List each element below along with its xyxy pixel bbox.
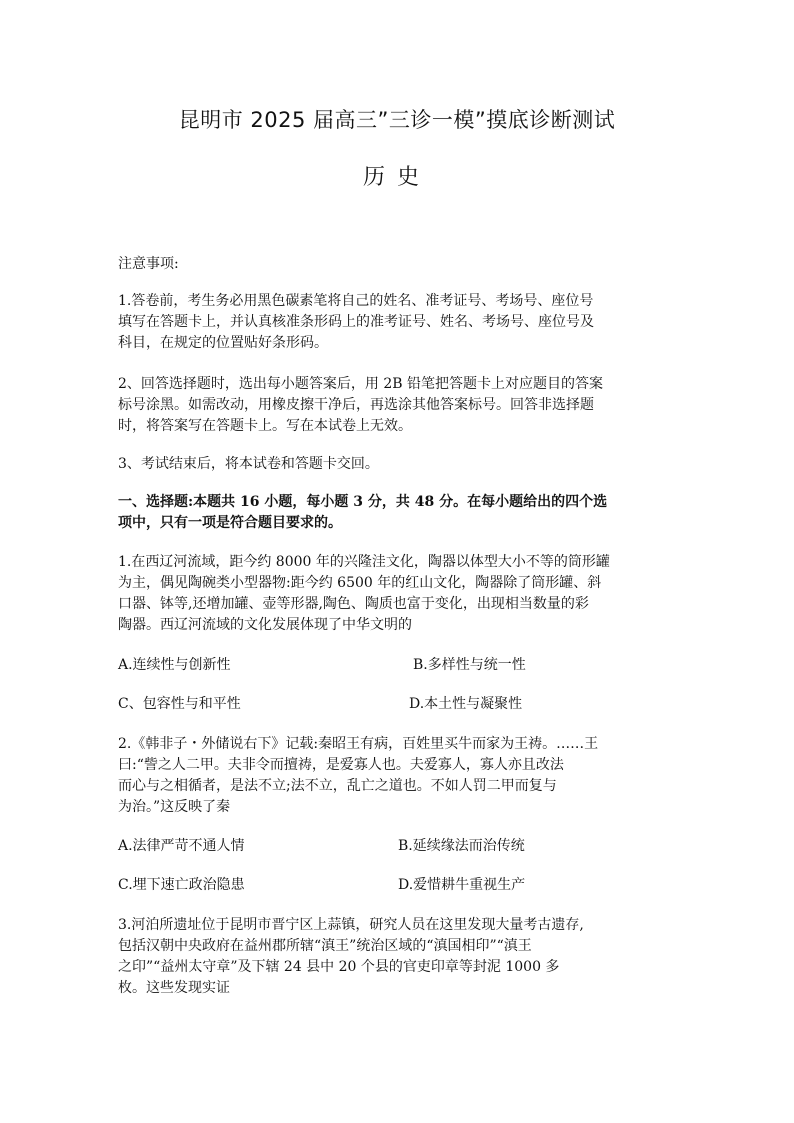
question-2-option-c: C.埋下速亡政治隐患 <box>118 877 245 893</box>
notice-item-2-line: 2、回答选择题时，选出每小题答案后，用 2B 铅笔把答题卡上对应题目的答案 <box>118 376 604 392</box>
question-3-stem <box>118 915 678 999</box>
question-1-line: 口器、钵等,还增加罐、壶等形器,陶色、陶质也富于变化，出现相当数量的彩 <box>118 596 589 612</box>
question-2-option-b: B.延续缘法而治传统 <box>398 838 525 854</box>
question-1-line: 1.在西辽河流域，距今约 8000 年的兴隆洼文化，陶器以体型大小不等的筒形罐 <box>118 554 610 570</box>
exam-title: 昆明市 2025 届高三”三诊一模”摸底诊断测试 <box>178 108 616 132</box>
question-1-line: 陶器。西辽河流域的文化发展体现了中华文明的 <box>118 617 412 633</box>
question-3-line: 3.河泊所遗址位于昆明市晋宁区上蒜镇，研究人员在这里发现大量考古遗存, <box>118 917 584 933</box>
notice-item-3-line: 3、考试结束后，将本试卷和答题卡交回。 <box>118 456 379 472</box>
notice-item-1-line: 1.答卷前，考生务必用黑色碳素笔将自己的姓名、准考证号、考场号、座位号 <box>118 293 594 309</box>
notice-item-2 <box>118 374 678 437</box>
question-1-option-b: B.多样性与统一性 <box>413 657 526 673</box>
question-1-option-c: C、包容性与和平性 <box>118 696 241 712</box>
notice-item-2-line: 时，将答案写在答题卡上。写在本试卷上无效。 <box>118 418 412 434</box>
subject-title: 历史 <box>362 165 431 190</box>
question-1-option-a: A.连续性与创新性 <box>118 657 231 673</box>
question-1-line: 为主，偶见陶碗类小型器物:距今约 6500 年的红山文化，陶器除了筒形罐、斜 <box>118 575 602 591</box>
notice-heading <box>118 254 678 275</box>
notice-item-1 <box>118 291 678 354</box>
question-1-option-d: D.本土性与凝聚性 <box>409 696 523 712</box>
question-3-line: 之印”“益州太守章”及下辖 24 县中 20 个县的官吏印章等封泥 1000 多 <box>118 959 560 975</box>
question-3-line: 枚。这些发现实证 <box>118 980 230 996</box>
question-2-line: 曰:“訾之人二甲。夫非令而擅祷，是爱寡人也。夫爱寡人，寡人亦且改法 <box>118 757 564 773</box>
question-2-stem <box>118 734 678 818</box>
section-1-heading <box>118 492 678 534</box>
question-2-option-d: D.爱惜耕牛重视生产 <box>398 877 526 893</box>
notice-item-3 <box>118 454 678 475</box>
question-3-line: 包括汉朝中央政府在益州郡所辖“滇王”统治区域的“滇国相印”“滇王 <box>118 938 532 954</box>
section-1-line: 一、选择题:本题共 16 小题，每小题 3 分，共 48 分。在每小题给出的四个选 <box>118 494 608 510</box>
notice-item-1-line: 科目，在规定的位置贴好条形码。 <box>118 335 328 351</box>
section-1-line: 项中，只有一项是符合题目要求的。 <box>118 515 342 531</box>
question-2-option-a: A.法律严苛不通人情 <box>118 838 245 854</box>
question-2-line: 2.《韩非子・外储说右下》记载:秦昭王有病，百姓里买牛而家为王祷。……王 <box>118 736 599 752</box>
question-1-stem <box>118 552 678 636</box>
notice-heading-text: 注意事项: <box>118 256 179 272</box>
notice-item-1-line: 填写在答题卡上，并认真核准条形码上的准考证号、姓名、考场号、座位号及 <box>118 314 594 330</box>
question-2-line: 为治。”这反映了秦 <box>118 799 231 815</box>
question-2-line: 而心与之相循者，是法不立;法不立，乱亡之道也。不如人罚二甲而复与 <box>118 778 557 794</box>
notice-item-2-line: 标号涂黑。如需改动，用橡皮擦干净后，再选涂其他答案标号。回答非选择题 <box>118 397 594 413</box>
